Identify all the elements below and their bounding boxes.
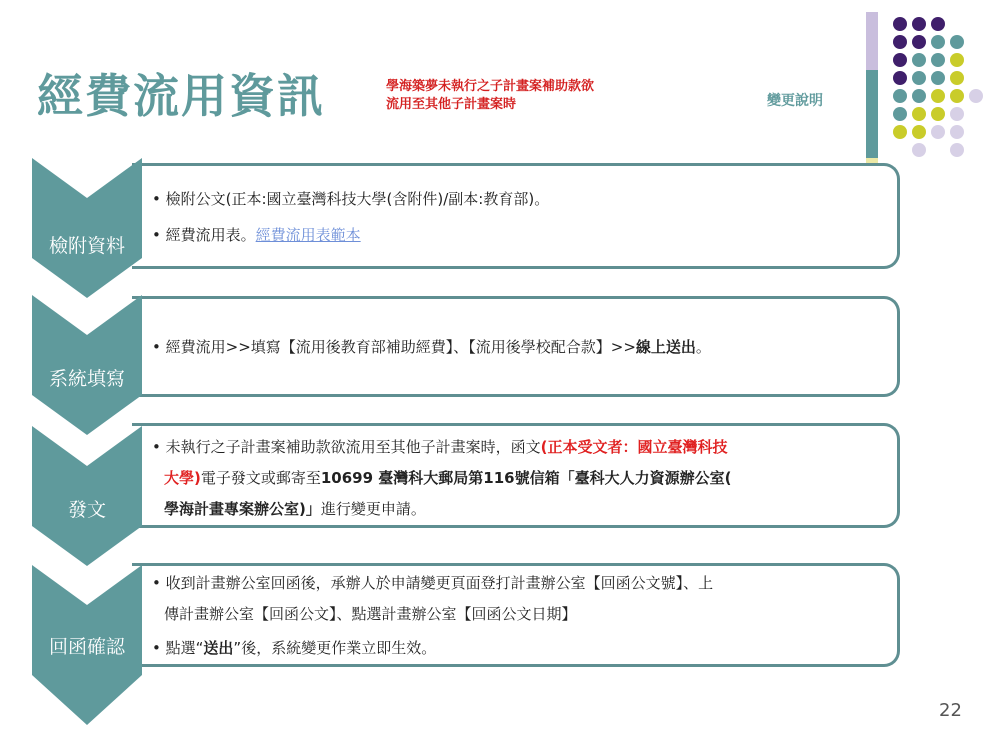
list-item: • 未執行之子計畫案補助款欲流用至其他子計畫案時，函文(正本受文者：國立臺灣科技 大學)電子發文或郵寄至10699 臺灣科大郵局第116號信箱「臺科大人力資源辦公室( 學海計畫專案辦公室)」進行變更申請。 <box>152 438 732 518</box>
step-box-attachments <box>132 163 900 269</box>
list-item: • 經費流用>>填寫【流用後教育部補助經費】、【流用後學校配合款】>>線上送出。 <box>152 338 711 356</box>
list-item: • 經費流用表。經費流用表範本 <box>152 226 361 244</box>
decor-bar-teal <box>866 70 878 158</box>
list-item: • 收到計畫辦公室回函後，承辦人於申請變更頁面登打計畫辦公室【回函公文號】、上 傳計畫辦公室【回函公文】、點選計畫辦公室【回函公文日期】 <box>152 574 714 623</box>
step-label-reply-confirm: 回函確認 <box>48 636 125 658</box>
subtitle: 學海築夢未執行之子計畫案補助款欲 流用至其他子計畫案時 <box>386 79 595 112</box>
change-explanation-link[interactable]: 變更說明 <box>767 93 823 109</box>
list-item: • 檢附公文(正本:國立臺灣科技大學(含附件)/副本:教育部)。 <box>152 190 550 208</box>
step-chevron-1 <box>32 158 142 298</box>
page-number: 22 <box>939 700 962 721</box>
step-label-system-fill: 系統填寫 <box>48 368 125 390</box>
decor-bar-lavender <box>866 12 878 70</box>
list-item: • 點選“送出”後，系統變更作業立即生效。 <box>152 639 437 657</box>
step-label-attachments: 檢附資料 <box>48 235 125 257</box>
form-template-link[interactable]: 經費流用表範本 <box>255 226 361 244</box>
step-label-dispatch: 發文 <box>67 499 106 521</box>
page-title: 經費流用資訊 <box>37 69 325 123</box>
